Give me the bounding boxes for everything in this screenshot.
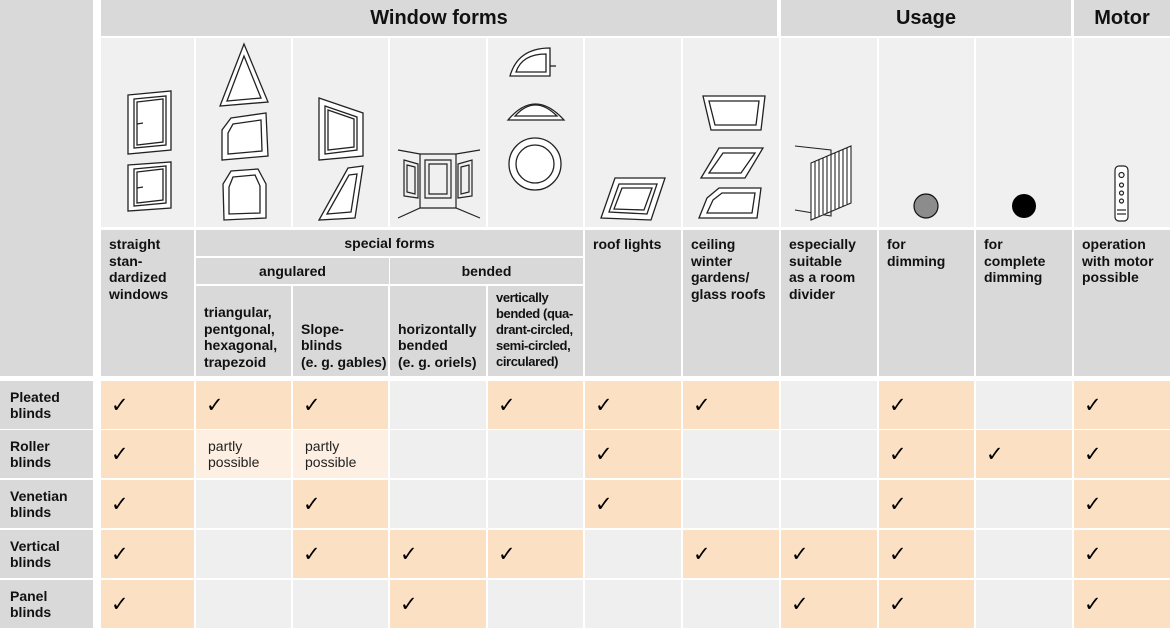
table-cell bbox=[976, 430, 1072, 478]
table-cell bbox=[101, 480, 194, 528]
column-label-angular1 bbox=[196, 286, 291, 376]
table-cell bbox=[390, 480, 486, 528]
checkmark-icon: ✓ bbox=[111, 491, 129, 516]
table-cell bbox=[781, 580, 877, 628]
checkmark-icon: ✓ bbox=[889, 392, 907, 417]
group-header-motor: Motor bbox=[1074, 0, 1170, 36]
subheader-angulared: angulared bbox=[196, 258, 389, 284]
straight-window-icon bbox=[101, 38, 194, 228]
checkmark-icon: ✓ bbox=[400, 591, 418, 616]
column-label-straight: straight stan- dardized windows bbox=[101, 230, 194, 376]
table-cell bbox=[879, 480, 974, 528]
table-cell bbox=[488, 530, 583, 578]
checkmark-icon: ✓ bbox=[693, 392, 711, 417]
column-label-text: Slope- blinds (e. g. gables) bbox=[301, 320, 387, 370]
table-cell bbox=[976, 480, 1072, 528]
checkmark-icon: ✓ bbox=[1084, 591, 1102, 616]
table-cell bbox=[585, 430, 681, 478]
checkmark-icon: ✓ bbox=[1084, 541, 1102, 566]
partly-possible-text: partly possible bbox=[305, 438, 357, 470]
table-cell bbox=[1074, 430, 1170, 478]
subheader-bended: bended bbox=[390, 258, 583, 284]
checkmark-icon: ✓ bbox=[206, 392, 224, 417]
checkmark-icon: ✓ bbox=[111, 541, 129, 566]
column-label-roof: roof lights bbox=[585, 230, 681, 376]
table-cell bbox=[293, 580, 388, 628]
row-label: Panel blinds bbox=[0, 580, 93, 628]
table-cell bbox=[781, 530, 877, 578]
picture-cell-divider bbox=[781, 38, 877, 227]
picture-cell-ceiling bbox=[683, 38, 779, 227]
checkmark-icon: ✓ bbox=[595, 491, 613, 516]
round-window-icon bbox=[488, 38, 583, 228]
table-cell bbox=[101, 530, 194, 578]
checkmark-icon: ✓ bbox=[595, 441, 613, 466]
table-cell bbox=[976, 530, 1072, 578]
table-cell bbox=[585, 580, 681, 628]
corner-picture-area bbox=[0, 36, 93, 376]
picture-cell-bended2 bbox=[488, 38, 583, 227]
checkmark-icon: ✓ bbox=[1084, 491, 1102, 516]
checkmark-icon: ✓ bbox=[595, 392, 613, 417]
table-cell bbox=[683, 580, 779, 628]
ceiling-window-icon bbox=[683, 38, 779, 228]
checkmark-icon: ✓ bbox=[986, 441, 1004, 466]
gray-circle-icon bbox=[879, 38, 974, 228]
table-cell bbox=[196, 430, 291, 478]
column-label-dimming: for dimming bbox=[879, 230, 974, 376]
column-label-bended2 bbox=[488, 286, 583, 376]
table-cell bbox=[683, 381, 779, 429]
table-cell bbox=[390, 430, 486, 478]
column-label-text: triangular, pentgonal, hexagonal, trapezoid bbox=[204, 304, 278, 370]
checkmark-icon: ✓ bbox=[1084, 441, 1102, 466]
table-cell bbox=[488, 480, 583, 528]
table-cell bbox=[1074, 530, 1170, 578]
column-label-divider: especially suitable as a room divider bbox=[781, 230, 877, 376]
picture-cell-straight bbox=[101, 38, 194, 227]
table-cell bbox=[293, 480, 388, 528]
table-cell bbox=[879, 530, 974, 578]
table-cell bbox=[293, 530, 388, 578]
picture-cell-angular2 bbox=[293, 38, 388, 227]
checkmark-icon: ✓ bbox=[400, 541, 418, 566]
table-cell bbox=[390, 530, 486, 578]
table-cell bbox=[879, 580, 974, 628]
corner-header bbox=[0, 0, 93, 36]
picture-cell-motor bbox=[1074, 38, 1170, 227]
column-label-text: horizontally bended (e. g. oriels) bbox=[398, 320, 477, 370]
table-cell bbox=[101, 580, 194, 628]
picture-cell-complete bbox=[976, 38, 1072, 227]
column-label-motor: operation with motor possible bbox=[1074, 230, 1170, 376]
checkmark-icon: ✓ bbox=[791, 591, 809, 616]
subheader-special-forms: special forms bbox=[196, 230, 583, 256]
table-cell bbox=[585, 530, 681, 578]
checkmark-icon: ✓ bbox=[111, 441, 129, 466]
slope-window-icon bbox=[293, 38, 388, 228]
checkmark-icon: ✓ bbox=[889, 441, 907, 466]
table-cell bbox=[101, 430, 194, 478]
picture-cell-angular1 bbox=[196, 38, 291, 227]
checkmark-icon: ✓ bbox=[498, 541, 516, 566]
table-cell bbox=[879, 430, 974, 478]
table-cell bbox=[781, 430, 877, 478]
table-cell bbox=[101, 381, 194, 429]
column-label-ceiling: ceiling winter gardens/ glass roofs bbox=[683, 230, 779, 376]
table-cell bbox=[293, 381, 388, 429]
row-label: Pleated blinds bbox=[0, 381, 93, 429]
picture-cell-dimming bbox=[879, 38, 974, 227]
room-divider-icon bbox=[781, 38, 877, 228]
checkmark-icon: ✓ bbox=[1084, 392, 1102, 417]
checkmark-icon: ✓ bbox=[889, 591, 907, 616]
table-cell bbox=[781, 381, 877, 429]
black-circle-icon bbox=[976, 38, 1072, 228]
row-label: Vertical blinds bbox=[0, 530, 93, 578]
checkmark-icon: ✓ bbox=[111, 392, 129, 417]
partly-possible-text: partly possible bbox=[208, 438, 260, 470]
table-cell bbox=[196, 480, 291, 528]
table-cell bbox=[683, 530, 779, 578]
checkmark-icon: ✓ bbox=[889, 541, 907, 566]
table-cell bbox=[879, 381, 974, 429]
column-label-bended1 bbox=[390, 286, 486, 376]
row-label: Venetian blinds bbox=[0, 480, 93, 528]
checkmark-icon: ✓ bbox=[111, 591, 129, 616]
checkmark-icon: ✓ bbox=[693, 541, 711, 566]
remote-control-icon bbox=[1074, 38, 1170, 228]
table-cell bbox=[390, 381, 486, 429]
checkmark-icon: ✓ bbox=[498, 392, 516, 417]
group-header-usage: Usage bbox=[781, 0, 1071, 36]
table-cell bbox=[293, 430, 388, 478]
picture-cell-bended1 bbox=[390, 38, 486, 227]
table-cell bbox=[196, 580, 291, 628]
table-cell bbox=[585, 381, 681, 429]
table-cell bbox=[1074, 381, 1170, 429]
table-cell bbox=[1074, 480, 1170, 528]
column-label-complete: for complete dimming bbox=[976, 230, 1072, 376]
table-cell bbox=[781, 480, 877, 528]
table-cell bbox=[976, 580, 1072, 628]
angular-window-icon bbox=[196, 38, 291, 228]
table-cell bbox=[488, 381, 583, 429]
checkmark-icon: ✓ bbox=[889, 491, 907, 516]
checkmark-icon: ✓ bbox=[791, 541, 809, 566]
checkmark-icon: ✓ bbox=[303, 541, 321, 566]
table-cell bbox=[585, 480, 681, 528]
table-cell bbox=[683, 480, 779, 528]
table-cell bbox=[488, 580, 583, 628]
table-cell bbox=[976, 381, 1072, 429]
table-cell bbox=[390, 580, 486, 628]
group-header-window-forms: Window forms bbox=[101, 0, 777, 36]
table-cell bbox=[196, 381, 291, 429]
column-label-angular2 bbox=[293, 286, 388, 376]
table-cell bbox=[1074, 580, 1170, 628]
oriel-window-icon bbox=[390, 38, 486, 228]
picture-cell-roof bbox=[585, 38, 681, 227]
column-label-text: vertically bended (qua- drant-circled, semi-circled, circulared) bbox=[496, 290, 573, 369]
row-label: Roller blinds bbox=[0, 430, 93, 478]
checkmark-icon: ✓ bbox=[303, 491, 321, 516]
checkmark-icon: ✓ bbox=[303, 392, 321, 417]
roof-window-icon bbox=[585, 38, 681, 228]
table-cell bbox=[488, 430, 583, 478]
table-cell bbox=[196, 530, 291, 578]
table-cell bbox=[683, 430, 779, 478]
